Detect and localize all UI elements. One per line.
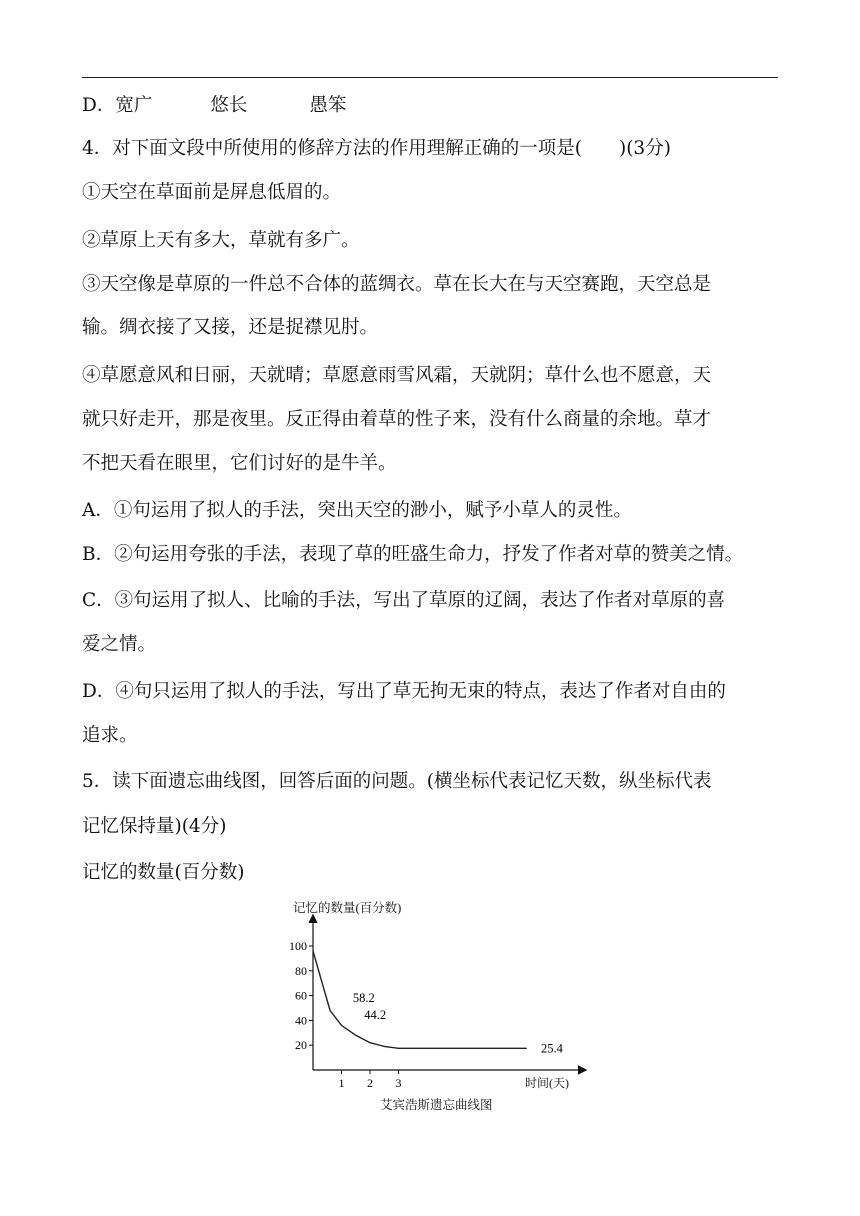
option-d-line-2: 追求。	[82, 725, 138, 746]
x-tick-label: 3	[395, 1076, 402, 1090]
sentence-3-line-2: 输。绸衣接了又接，还是捉襟见肘。	[82, 317, 379, 338]
y-tick-label: 80	[295, 963, 307, 978]
x-tick-label: 1	[338, 1076, 345, 1090]
y-tick-label: 60	[295, 988, 307, 1003]
sentence-1: ①天空在草面前是屏息低眉的。	[82, 182, 342, 203]
question-5-stem-line-2: 记忆保持量)(4分)	[82, 816, 227, 837]
sentence-4-line-3: 不把天看在眼里，它们讨好的是牛羊。	[82, 453, 397, 474]
option-d-line-1: D．④句只运用了拟人的手法，写出了草无拘无束的特点，表达了作者对自由的	[82, 681, 726, 702]
data-label: 58.2	[352, 990, 375, 1005]
chart-svg	[280, 896, 590, 1116]
sentence-2: ②草原上天有多大，草就有多广。	[82, 230, 360, 251]
y-tick-label: 20	[295, 1038, 307, 1053]
option-d-word-3: 愚笨	[309, 95, 347, 116]
option-d-previous	[82, 94, 782, 118]
sentence-4-line-1: ④草愿意风和日丽，天就晴；草愿意雨雪风霜，天就阴；草什么也不愿意，天	[82, 365, 712, 386]
series-line	[313, 951, 527, 1048]
chart-title: 艾宾浩斯遗忘曲线图	[380, 1098, 493, 1112]
sentence-4-line-2: 就只好走开，那是夜里。反正得由着草的性子来，没有什么商量的余地。草才	[82, 409, 712, 430]
forgetting-curve-chart	[280, 896, 590, 1116]
data-label: 44.2	[364, 1008, 387, 1023]
option-c-line-1: C．③句运用了拟人、比喻的手法，写出了草原的辽阔，表达了作者对草原的喜	[82, 590, 726, 611]
question-5-stem-line-1: 5．读下面遗忘曲线图，回答后面的问题。(横坐标代表记忆天数，纵坐标代表	[82, 771, 712, 792]
x-axis-label: 时间(天)	[525, 1076, 569, 1090]
y-tick-label: 100	[289, 939, 307, 953]
y-axis-label: 记忆的数量(百分数)	[293, 901, 402, 915]
question-4-stem: 4．对下面文段中所使用的修辞方法的作用理解正确的一项是( )(3分)	[82, 138, 671, 159]
chart-caption-above: 记忆的数量(百分数)	[82, 862, 245, 883]
option-a: A．①句运用了拟人的手法，突出天空的渺小，赋予小草人的灵性。	[82, 500, 632, 521]
y-tick-label: 40	[295, 1013, 307, 1028]
option-d-word-2: 悠长	[210, 95, 248, 116]
option-d-word-1: D．宽广	[82, 95, 153, 116]
option-b: B．②句运用夸张的手法，表现了草的旺盛生命力，抒发了作者对草的赞美之情。	[82, 544, 744, 565]
x-tick-label: 2	[367, 1076, 373, 1090]
sentence-3-line-1: ③天空像是草原的一件总不合体的蓝绸衣。草在长大在与天空赛跑，天空总是	[82, 274, 712, 295]
data-label: 25.4	[541, 1041, 563, 1056]
option-c-line-2: 爱之情。	[82, 634, 157, 655]
top-rule	[82, 77, 778, 78]
